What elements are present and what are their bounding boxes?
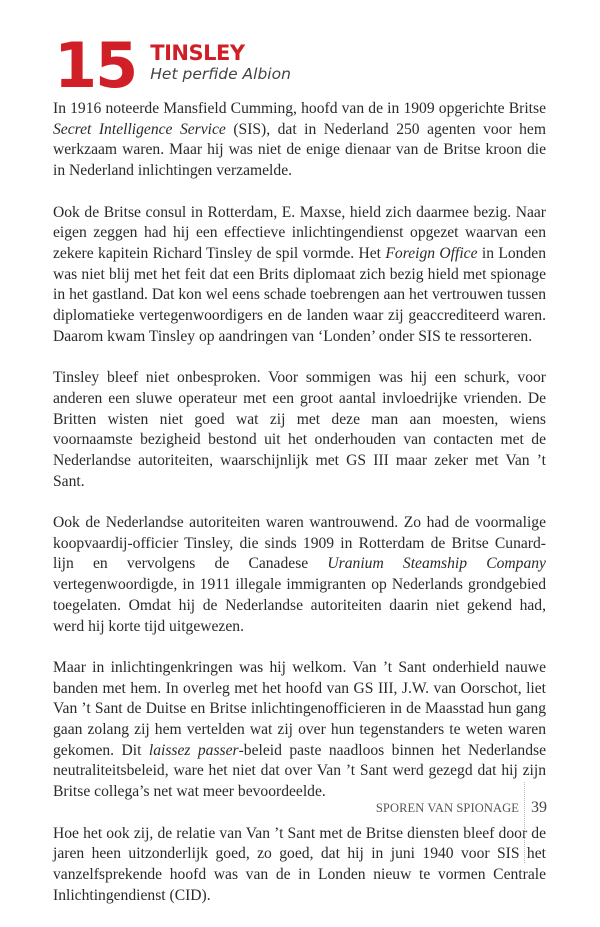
chapter-number: 15 [54,29,137,102]
text-run: Ook de Britse consul in Rotterdam, E. Maxse, hield zich daarmee bezig. Naar eigen zeggen had hij een effectieve inlichtingendienst opgezet waarvan een zekere kapitein Richard Tinsley de spil vormde. Het [53,203,546,262]
chapter-heading [54,29,291,102]
text-run: Ook de Nederlandse autoriteiten waren wantrouwend. Zo had de voormalige koopvaardij-officier Tinsley, die sinds 1909 in Rotterdam de Britse Cunard-lijn en vervolgens de Canadese [53,514,546,573]
text-run: vertegenwoordigde, in 1911 illegale immigranten op Nederlands grondgebied toegelaten. Omdat hij de Nederlandse autoriteiten daarin niet gekend had, werd hij korte tijd uitgewezen. [53,576,546,635]
italic-term: laissez passer [148,741,239,759]
paragraph [53,513,546,637]
paragraph [53,368,546,492]
page-number: 39 [531,799,547,816]
text-run: Hoe het ook zij, de relatie van Van ’t Sant met de Britse diensten bleef door de jaren heen uitzonderlijk goed, zo goed, dat hij in juni 1940 voor SIS het vanzelfsprekende hoofd was van de in Londen nieuw te vormen Centrale Inlichtingendienst (CID). [53,824,546,904]
page-footer [0,780,600,863]
text-run: In 1916 noteerde Mansfield Cumming, hoofd van de in 1909 opgerichte Britse [53,100,546,117]
text-run: Tinsley bleef niet onbesproken. Voor sommigen was hij een schurk, voor anderen een sluwe operateur met een groot aantal invloedrijke vrienden. De Britten wisten niet goed wat zij met deze man aan moesten, wiens voornaamste bezigheid bestond uit het onderhouden van contacten met de Nederlandse autoriteiten, waarschijnlijk met GS III maar zeker met Van ’t Sant. [53,369,546,490]
text-run: -beleid paste naadloos binnen het Nederlandse neutraliteitsbeleid, ware het niet dat over Van ’t Sant werd gezegd dat hij zijn Britse collega’s net wat meer bevoordeelde. [53,741,546,801]
italic-term: Uranium Steamship Company [327,555,546,573]
paragraph [53,203,546,348]
paragraph [53,99,546,182]
chapter-subtitle: Het perfide Albion [150,65,291,83]
chapter-titles [150,42,291,84]
text-run: in Londen was niet blij met het feit dat een Brits diplomaat zich bezig hield met spionage in het gastland. Dat kon wel eens schade toebrengen aan het vertrouwen tussen diplomatieke vertegenwoordigers en de landen waar zij geaccrediteerd waren. Daarom kwam Tinsley op aandringen van ‘Londen’ onder SIS te ressorteren. [53,244,546,345]
text-run: (SIS), dat in Nederland 250 agenten voor hem werkzaam waren. Maar hij was niet de enige dienaar van de Britse kroon die in Nederland inlichtingen verzamelde. [53,120,546,180]
text-run: Maar in inlichtingenkringen was hij welkom. Van ’t Sant onderhield nauwe banden met hem. In overleg met het hoofd van GS III, J.W. van Oorschot, liet Van ’t Sant de Duitse en Britse inlichtingenofficieren in de Maasstad hun gang gaan zolang zij hem vertelden wat zij over hun tegenstanders te weten waren gekomen. Dit [53,658,546,759]
running-title: SPOREN VAN SPIONAGE [375,801,519,815]
italic-term: Foreign Office [385,244,478,262]
italic-term: Secret Intelligence Service [53,120,226,138]
chapter-title: TINSLEY [150,41,245,65]
footer-divider [524,782,525,863]
